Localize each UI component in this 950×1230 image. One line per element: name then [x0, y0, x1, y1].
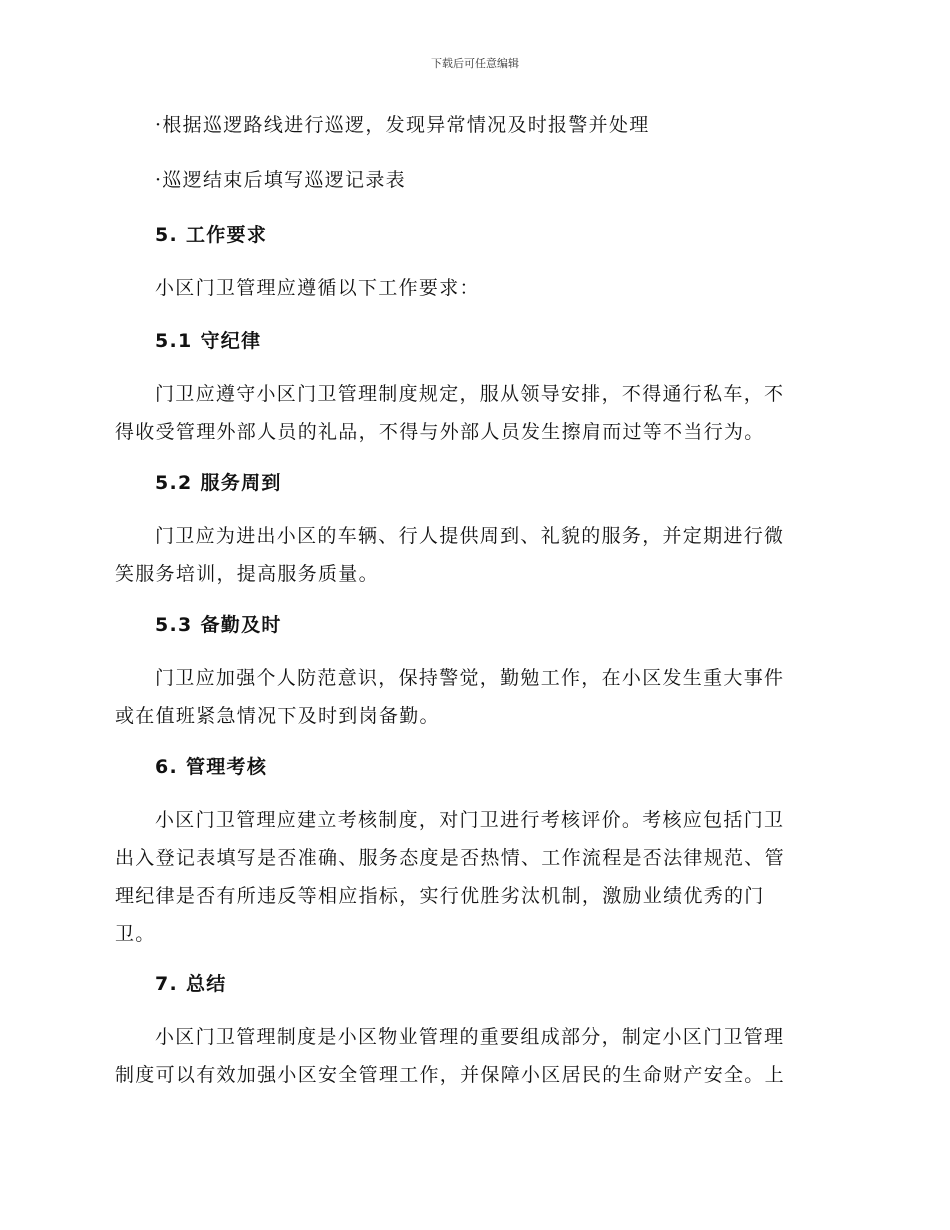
section-7-line-1: 小区门卫管理制度是小区物业管理的重要组成部分，制定小区门卫管理	[155, 1026, 785, 1048]
bullet-patrol-route: ·根据巡逻路线进行巡逻，发现异常情况及时报警并处理	[155, 114, 650, 136]
section-6-line-3: 理纪律是否有所违反等相应指标，实行优胜劣汰机制，激励业绩优秀的门	[115, 885, 765, 907]
section-5-3-heading: 5.3 备勤及时	[155, 614, 282, 636]
section-5-2-line-1: 门卫应为进出小区的车辆、行人提供周到、礼貌的服务，并定期进行微	[155, 525, 785, 547]
section-5-3-line-2: 或在值班紧急情况下及时到岗备勤。	[115, 705, 440, 727]
section-5-intro: 小区门卫管理应遵循以下工作要求：	[155, 277, 480, 299]
section-5-1-heading: 5.1 守纪律	[155, 330, 262, 352]
section-5-2-heading: 5.2 服务周到	[155, 472, 282, 494]
section-5-heading: 5. 工作要求	[155, 224, 268, 246]
section-6-line-4: 卫。	[115, 923, 156, 945]
bullet-patrol-record: ·巡逻结束后填写巡逻记录表	[155, 169, 406, 191]
section-6-heading: 6. 管理考核	[155, 756, 268, 778]
section-5-3-line-1: 门卫应加强个人防范意识，保持警觉，勤勉工作，在小区发生重大事件	[155, 667, 785, 689]
page-header-note: 下载后可任意编辑	[431, 57, 519, 70]
section-6-line-1: 小区门卫管理应建立考核制度，对门卫进行考核评价。考核应包括门卫	[155, 809, 785, 831]
section-5-1-line-1: 门卫应遵守小区门卫管理制度规定，服从领导安排，不得通行私车，不	[155, 383, 785, 405]
section-7-line-2: 制度可以有效加强小区安全管理工作，并保障小区居民的生命财产安全。上	[115, 1064, 785, 1086]
section-5-1-line-2: 得收受管理外部人员的礼品，不得与外部人员发生擦肩而过等不当行为。	[115, 421, 765, 443]
section-5-2-line-2: 笑服务培训，提高服务质量。	[115, 563, 379, 585]
section-7-heading: 7. 总结	[155, 973, 227, 995]
section-6-line-2: 出入登记表填写是否准确、服务态度是否热情、工作流程是否法律规范、管	[115, 847, 785, 869]
